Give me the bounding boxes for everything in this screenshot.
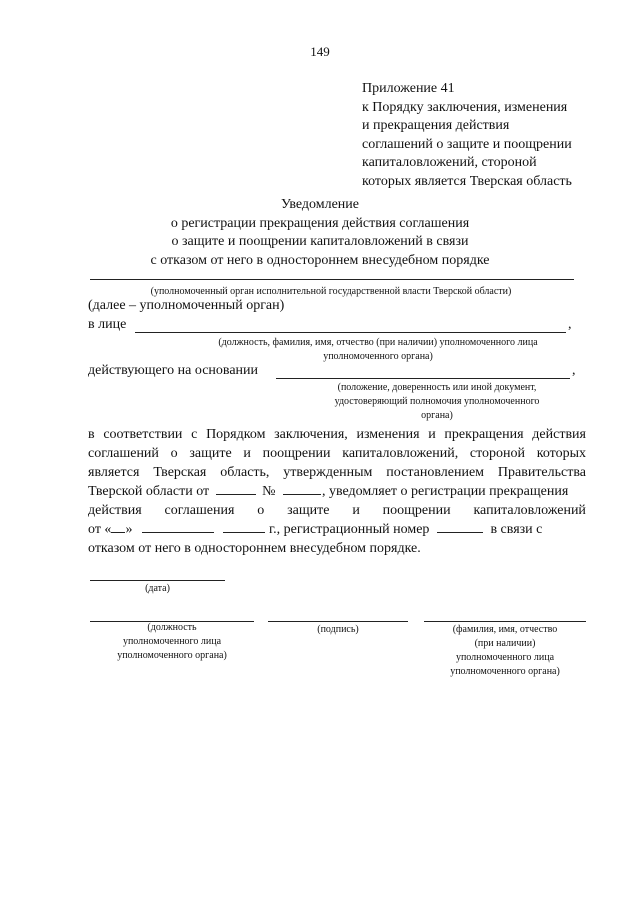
body-word: и [352,503,360,518]
body-text: , уведомляет о регистрации прекращения [322,484,569,499]
person-label: в лице [88,317,127,332]
signature-caption [268,623,408,637]
caption-line: удостоверяющий полномочия уполномоченного [334,396,540,407]
number-sign: № [262,484,276,499]
name-caption [424,623,586,679]
number-blank [283,494,321,495]
body-line: соглашений о защите и поощрении капиталовложений, стороной которых [88,446,586,461]
date-blank [216,494,256,495]
appendix-line: к Порядку заключения, изменения [362,99,568,115]
body-text: от « [88,522,112,537]
appendix-line: капиталовложений, стороной [362,155,537,170]
caption-line: уполномоченного лица [122,636,222,647]
year-blank [223,532,265,533]
org-ref: (далее – уполномоченный орган) [88,298,285,313]
body-word: защите [287,503,330,518]
body-word: действия [88,503,142,518]
basis-caption [294,381,580,423]
org-caption: (уполномоченный орган исполнительной государственной власти Тверской области) [150,286,512,297]
appendix-line: Приложение 41 [362,81,455,96]
appendix-line: которых является Тверская область [362,173,572,189]
caption-line: органа) [421,410,453,421]
org-fill-line [90,279,574,280]
date-caption: (дата) [145,583,170,594]
body-line: отказом от него в одностороннем внесудебном порядке. [88,541,421,556]
caption-line: (должность [147,622,197,633]
caption-line: (при наличии) [474,638,536,649]
appendix-block [362,80,572,191]
date-fill-line [90,580,225,581]
person-comma: , [568,317,572,332]
caption-line: (положение, доверенность или иной документ, [337,382,537,393]
body-line-spread [88,503,586,519]
body-word: поощрении [382,503,451,518]
position-caption [90,621,254,663]
caption-line: уполномоченного лица [455,652,555,663]
appendix-line: и прекращения действия [362,118,510,133]
caption-line: (должность, фамилия, имя, отчество (при наличии) уполномоченного лица [218,337,538,348]
body-text: » [125,522,133,537]
body-line-with-blanks [88,484,586,500]
reg-number-blank [437,532,483,533]
body-text: Тверской области от [88,484,210,499]
body-text: г., регистрационный номер [268,522,430,537]
basis-fill-line [276,378,570,379]
person-fill-line [135,332,566,333]
basis-label: действующего на основании [88,363,259,378]
body-word: о [257,503,265,518]
body-text: в связи с [490,522,543,537]
body-line: в соответствии с Порядком заключения, изменения и прекращения действия [88,427,586,442]
basis-comma: , [572,363,576,378]
title-line: с отказом от него в одностороннем внесудебном порядке [150,252,490,268]
title-line: о регистрации прекращения действия соглашения [170,215,470,231]
appendix-line: соглашений о защите и поощрении [362,136,572,152]
caption-line: уполномоченного органа) [450,666,560,677]
name-fill-line [424,621,586,622]
month-blank [142,532,214,533]
caption-line: (фамилия, имя, отчество [452,624,558,635]
person-caption [168,336,588,364]
body-line-with-blanks [88,522,586,538]
day-blank [111,532,125,533]
page-number: 149 [310,44,330,59]
title-line: о защите и поощрении капиталовложений в связи [171,234,469,249]
document-title [0,196,640,270]
signature-fill-line [268,621,408,622]
title-line: Уведомление [280,197,359,212]
body-word: капиталовложений [473,503,586,518]
caption-line: (подпись) [317,624,359,635]
caption-line: уполномоченного органа) [117,650,227,661]
body-line: является Тверская область, утвержденным постановлением Правительства [88,465,586,480]
body-word: соглашения [164,503,235,518]
caption-line: уполномоченного органа) [323,351,433,362]
